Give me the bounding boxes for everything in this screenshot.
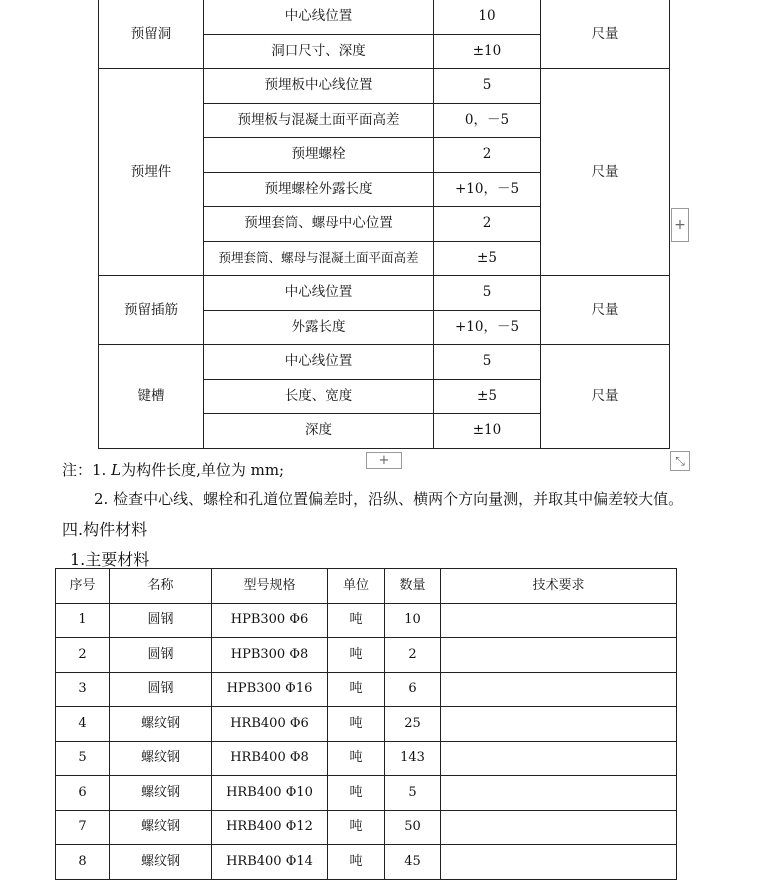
table-row	[56, 810, 677, 845]
table-row	[56, 672, 677, 707]
tolerance-value-cell: ±10	[434, 414, 541, 449]
table-cell: HRB400 Φ8	[212, 741, 328, 776]
tolerance-value-cell: +10，－5	[434, 172, 541, 207]
item-cell: 预埋螺栓	[204, 138, 434, 173]
table-row	[99, 69, 670, 104]
item-cell: 长度、宽度	[204, 379, 434, 414]
header-cell: 型号规格	[212, 569, 328, 604]
note-line-1-text: 为构件长度,单位为 mm;	[121, 461, 285, 479]
header-row	[56, 569, 677, 604]
table-row	[56, 638, 677, 673]
item-cell: 中心线位置	[204, 345, 434, 380]
add-column-button[interactable]: +	[671, 208, 689, 242]
note-line-2: 2. 检查中心线、螺栓和孔道位置偏差时，沿纵、横两个方向量测，并取其中偏差较大值。	[94, 490, 684, 508]
resize-table-icon[interactable]: ⤡	[670, 451, 690, 471]
tolerance-value-cell: 5	[434, 276, 541, 311]
header-cell: 数量	[385, 569, 441, 604]
table-cell: 吨	[328, 810, 385, 845]
item-cell: 洞口尺寸、深度	[204, 34, 434, 69]
header-cell: 序号	[56, 569, 110, 604]
table-cell: HRB400 Φ10	[212, 776, 328, 811]
table-cell	[441, 810, 677, 845]
table-cell: 吨	[328, 845, 385, 880]
table-cell: 螺纹钢	[110, 810, 212, 845]
table-row	[99, 345, 670, 380]
table-cell: 8	[56, 845, 110, 880]
table-cell: 吨	[328, 672, 385, 707]
method-cell: 尺量	[541, 69, 670, 276]
group-name-cell: 预留插筋	[99, 276, 204, 345]
table-cell: HRB400 Φ14	[212, 845, 328, 880]
header-cell: 技术要求	[441, 569, 677, 604]
table-cell: 5	[56, 741, 110, 776]
table-cell	[441, 638, 677, 673]
table-cell: 6	[385, 672, 441, 707]
tolerance-value-cell: 2	[434, 207, 541, 242]
table-cell: HPB300 Φ8	[212, 638, 328, 673]
table-cell: 螺纹钢	[110, 845, 212, 880]
item-cell: 中心线位置	[204, 276, 434, 311]
table-cell: 7	[56, 810, 110, 845]
table-row	[56, 776, 677, 811]
table-cell: HRB400 Φ6	[212, 707, 328, 742]
table-cell: 吨	[328, 603, 385, 638]
header-cell: 名称	[110, 569, 212, 604]
table-cell: 10	[385, 603, 441, 638]
table-cell: 螺纹钢	[110, 741, 212, 776]
table-cell	[441, 741, 677, 776]
table-cell: 4	[56, 707, 110, 742]
tolerance-value-cell: 5	[434, 345, 541, 380]
add-row-button[interactable]: +	[366, 452, 402, 469]
method-cell: 尺量	[541, 276, 670, 345]
table-cell: 吨	[328, 707, 385, 742]
table-cell: 圆钢	[110, 603, 212, 638]
table-cell: 螺纹钢	[110, 707, 212, 742]
item-cell: 外露长度	[204, 310, 434, 345]
item-cell: 预埋套筒、螺母与混凝土面平面高差	[204, 241, 434, 276]
table-cell	[441, 776, 677, 811]
table-cell: 1	[56, 603, 110, 638]
item-cell: 预埋螺栓外露长度	[204, 172, 434, 207]
table-cell: HRB400 Φ12	[212, 810, 328, 845]
table-cell: 吨	[328, 776, 385, 811]
sub-heading: 1.主要材料	[70, 550, 150, 569]
table-cell: HPB300 Φ6	[212, 603, 328, 638]
tolerance-value-cell: ±5	[434, 241, 541, 276]
table-row	[99, 276, 670, 311]
table-cell: 2	[56, 638, 110, 673]
tolerance-value-cell: 2	[434, 138, 541, 173]
tolerance-value-cell: +10，－5	[434, 310, 541, 345]
tolerance-value-cell: 10	[434, 0, 541, 34]
item-cell: 深度	[204, 414, 434, 449]
table-cell: 螺纹钢	[110, 776, 212, 811]
note-symbol: L	[111, 461, 122, 479]
table-cell: 6	[56, 776, 110, 811]
table-row	[56, 707, 677, 742]
table-cell: 2	[385, 638, 441, 673]
table-cell	[441, 845, 677, 880]
tolerance-value-cell: ±5	[434, 379, 541, 414]
table-cell	[441, 672, 677, 707]
method-cell: 尺量	[541, 0, 670, 69]
table-cell: 25	[385, 707, 441, 742]
note-prefix: 注：1.	[62, 461, 112, 479]
header-cell: 单位	[328, 569, 385, 604]
tolerance-value-cell: 5	[434, 69, 541, 104]
tolerance-value-cell: 0，－5	[434, 103, 541, 138]
table-cell: 圆钢	[110, 638, 212, 673]
table-row	[56, 845, 677, 880]
table-cell	[441, 603, 677, 638]
table-cell: 5	[385, 776, 441, 811]
table-cell: 圆钢	[110, 672, 212, 707]
item-cell: 预埋板与混凝土面平面高差	[204, 103, 434, 138]
section-heading: 四.构件材料	[62, 520, 148, 539]
group-name-cell: 预埋件	[99, 69, 204, 276]
materials-table	[55, 568, 677, 880]
tolerance-table	[98, 0, 670, 449]
item-cell: 预埋套筒、螺母中心位置	[204, 207, 434, 242]
table-row	[99, 0, 670, 34]
table-cell: 3	[56, 672, 110, 707]
item-cell: 预埋板中心线位置	[204, 69, 434, 104]
item-cell: 中心线位置	[204, 0, 434, 34]
group-name-cell: 键槽	[99, 345, 204, 449]
group-name-cell: 预留洞	[99, 0, 204, 69]
method-cell: 尺量	[541, 345, 670, 449]
table-cell: 143	[385, 741, 441, 776]
table-cell: 50	[385, 810, 441, 845]
table-cell	[441, 707, 677, 742]
table-cell: 吨	[328, 638, 385, 673]
table-row	[56, 741, 677, 776]
table-cell: 吨	[328, 741, 385, 776]
table-cell: HPB300 Φ16	[212, 672, 328, 707]
table-cell: 45	[385, 845, 441, 880]
tolerance-value-cell: ±10	[434, 34, 541, 69]
note-line-1	[62, 459, 284, 480]
table-row	[56, 603, 677, 638]
